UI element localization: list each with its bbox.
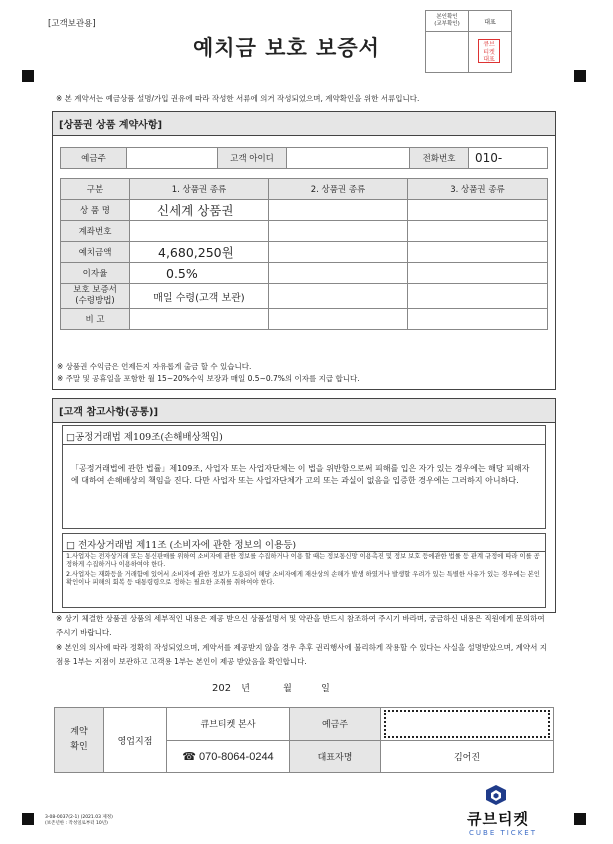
contract-label: 계약 확인: [55, 708, 104, 773]
registration-mark: [574, 813, 586, 825]
deposit-amount-value[interactable]: 4,680,250원: [130, 242, 269, 263]
ceo-label: 대표: [469, 11, 512, 32]
date-day-label: 일: [321, 684, 330, 694]
brand-name-en: CUBE TICKET: [469, 829, 537, 837]
customer-id-label: 고객 아이디: [218, 148, 287, 169]
depositor-label: 예금주: [61, 148, 127, 169]
date-month-label: 월: [283, 684, 292, 694]
doc-type: [고객보관용]: [48, 19, 96, 29]
fair-trade-act-title: □공정거래법 제109조(손해배상책임): [62, 425, 546, 445]
row-label: 예치금액: [61, 242, 130, 263]
product-note: ※ 상품권 수익금은 언제든지 자유롭게 출금 할 수 있습니다.: [57, 362, 252, 371]
depositor-sign-label: 예금주: [290, 708, 381, 741]
page-title: 예치금 보호 보증서: [193, 36, 380, 60]
remarks-value[interactable]: [130, 309, 269, 330]
product-name-value[interactable]: 신세계 상품권: [130, 200, 269, 221]
e-commerce-clause-1: 1.사업자는 전자상거래 또는 통신판매를 위하여 소비자에 관한 정보를 수집하거나 이용 할 때는 정보통신망 이용촉진 및 정보 보호 등에관한 법률 등 관계 규정에 따라 이를 공정하게 수집하거나 이용하여야 한다.: [66, 553, 540, 569]
id-confirm-label: 본인확인 (교부확인): [426, 11, 469, 32]
product-table: [60, 178, 548, 330]
row-label: 계좌번호: [61, 221, 130, 242]
ceo-stamp-cell: [469, 32, 512, 73]
contract-table: [54, 707, 554, 773]
e-commerce-act-body: [62, 552, 546, 608]
col-header: 2. 상품권 종류: [269, 179, 408, 200]
date-year[interactable]: 202: [212, 683, 232, 694]
customer-id-value[interactable]: [287, 148, 410, 169]
row-label: 상 품 명: [61, 200, 130, 221]
retention-period: (보존년한 : 작성일로부터 10년): [45, 821, 108, 826]
fair-trade-act-body: 「공정거래법에 관한 법률」제109조, 사업자 또는 사업자단체는 이 법을 위반함으로써 피해를 입은 자가 있는 경우에는 해당 피해자에 대하여 손해배상의 책임을 진다. 다만 사업자 또는 사업자단체가 고의 또는 과실이 없음을 입증한 경우에는 그러하지 아니하다.: [62, 445, 546, 529]
representative-label: 대표자명: [290, 740, 381, 773]
product-cell[interactable]: [269, 309, 408, 330]
product-cell[interactable]: [269, 221, 408, 242]
signature-box[interactable]: [384, 710, 550, 738]
product-cell[interactable]: [408, 200, 548, 221]
product-section-title: [상품권 상품 계약사항]: [53, 112, 555, 136]
e-commerce-clause-2: 2.사업자는 재화등을 거래함에 있어서 소비자에 관한 정보가 도용되어 해당 소비자에게 재산상의 손해가 발생 하였거나 발생할 우려가 있는 특별한 사유가 있는 경우에는 본인 확인이나 피해의 회복 등 대통령령으로 정하는 필요한 조취를 취하여야 한다.: [66, 570, 540, 587]
phone-label: 전화번호: [410, 148, 469, 169]
date-year-label: 년: [241, 684, 250, 694]
brand-name: 큐브티켓: [467, 810, 529, 828]
bottom-note: ※ 본인의 의사에 따라 정확히 작성되었으며, 계약서를 제공받지 않을 경우 추후 권리행사에 불리하게 작용할 수 있다는 사실을 설명받았으며, 계약서 지점용 1부는 지점이 보관하고 고객용 1부는 본인이 제공 받았음을 확인합니다.: [56, 643, 548, 666]
depositor-value[interactable]: [127, 148, 218, 169]
representative-value: 김어진: [381, 740, 554, 773]
registration-mark: [22, 813, 34, 825]
date-line: [212, 681, 330, 694]
branch-name: 큐브티켓 본사: [167, 708, 290, 741]
top-notice: ※ 본 계약서는 예금상품 설명/가입 권유에 따라 작성한 서류에 의거 작성되었으며, 계약확인을 위한 서류입니다.: [56, 94, 420, 103]
depositor-info-table: [60, 147, 548, 169]
interest-rate-value[interactable]: 0.5%: [130, 263, 269, 284]
col-header: 3. 상품권 종류: [408, 179, 548, 200]
registration-mark: [574, 70, 586, 82]
row-label: 비 고: [61, 309, 130, 330]
customer-section-title: [고객 참고사항(공통)]: [53, 399, 555, 423]
form-code: 3-08-0037(2-1) (2021.03 제정): [45, 815, 113, 820]
product-cell[interactable]: [408, 309, 548, 330]
receipt-method-value[interactable]: 매일 수령(고객 보관): [130, 284, 269, 309]
branch-phone: ☎ 070-8064-0244: [167, 740, 290, 773]
product-cell[interactable]: [269, 242, 408, 263]
product-cell[interactable]: [408, 263, 548, 284]
account-number-value[interactable]: [130, 221, 269, 242]
product-cell[interactable]: [269, 284, 408, 309]
phone-value[interactable]: 010-: [469, 148, 548, 169]
bottom-note: ※ 상기 체결한 상품권 상품의 세부적인 내용은 제공 받으신 상품설명서 및 약관을 반드시 참조하여 주시기 바라며, 궁금하신 내용은 직원에게 문의하여 주시기 바랍니다.: [56, 614, 545, 637]
product-cell[interactable]: [408, 242, 548, 263]
product-cell[interactable]: [269, 263, 408, 284]
col-header: 1. 상품권 종류: [130, 179, 269, 200]
customer-section: [52, 398, 556, 613]
id-confirm-stamp-cell: [426, 32, 469, 73]
depositor-sign-cell[interactable]: [381, 708, 554, 741]
product-section: [52, 111, 556, 390]
product-cell[interactable]: [269, 200, 408, 221]
product-cell[interactable]: [408, 221, 548, 242]
product-note: ※ 주말 및 공휴일을 포함한 월 15~20%수익 보장과 매일 0.5~0.7%의 이자를 지급 합니다.: [57, 374, 360, 383]
row-label: 보호 보증서 (수령방법): [61, 284, 130, 309]
cube-logo-icon: [484, 784, 508, 810]
row-label: 이자율: [61, 263, 130, 284]
product-cell[interactable]: [408, 284, 548, 309]
form-info: [45, 815, 113, 827]
col-header: 구분: [61, 179, 130, 200]
red-seal: 큐브 티켓 대표: [478, 39, 500, 63]
stamp-box: [425, 10, 512, 73]
registration-mark: [22, 70, 34, 82]
branch-label: 영업지점: [104, 708, 167, 773]
e-commerce-act-title: □ 전자상거래법 제11조 (소비자에 관한 정보의 이용등): [62, 533, 546, 552]
